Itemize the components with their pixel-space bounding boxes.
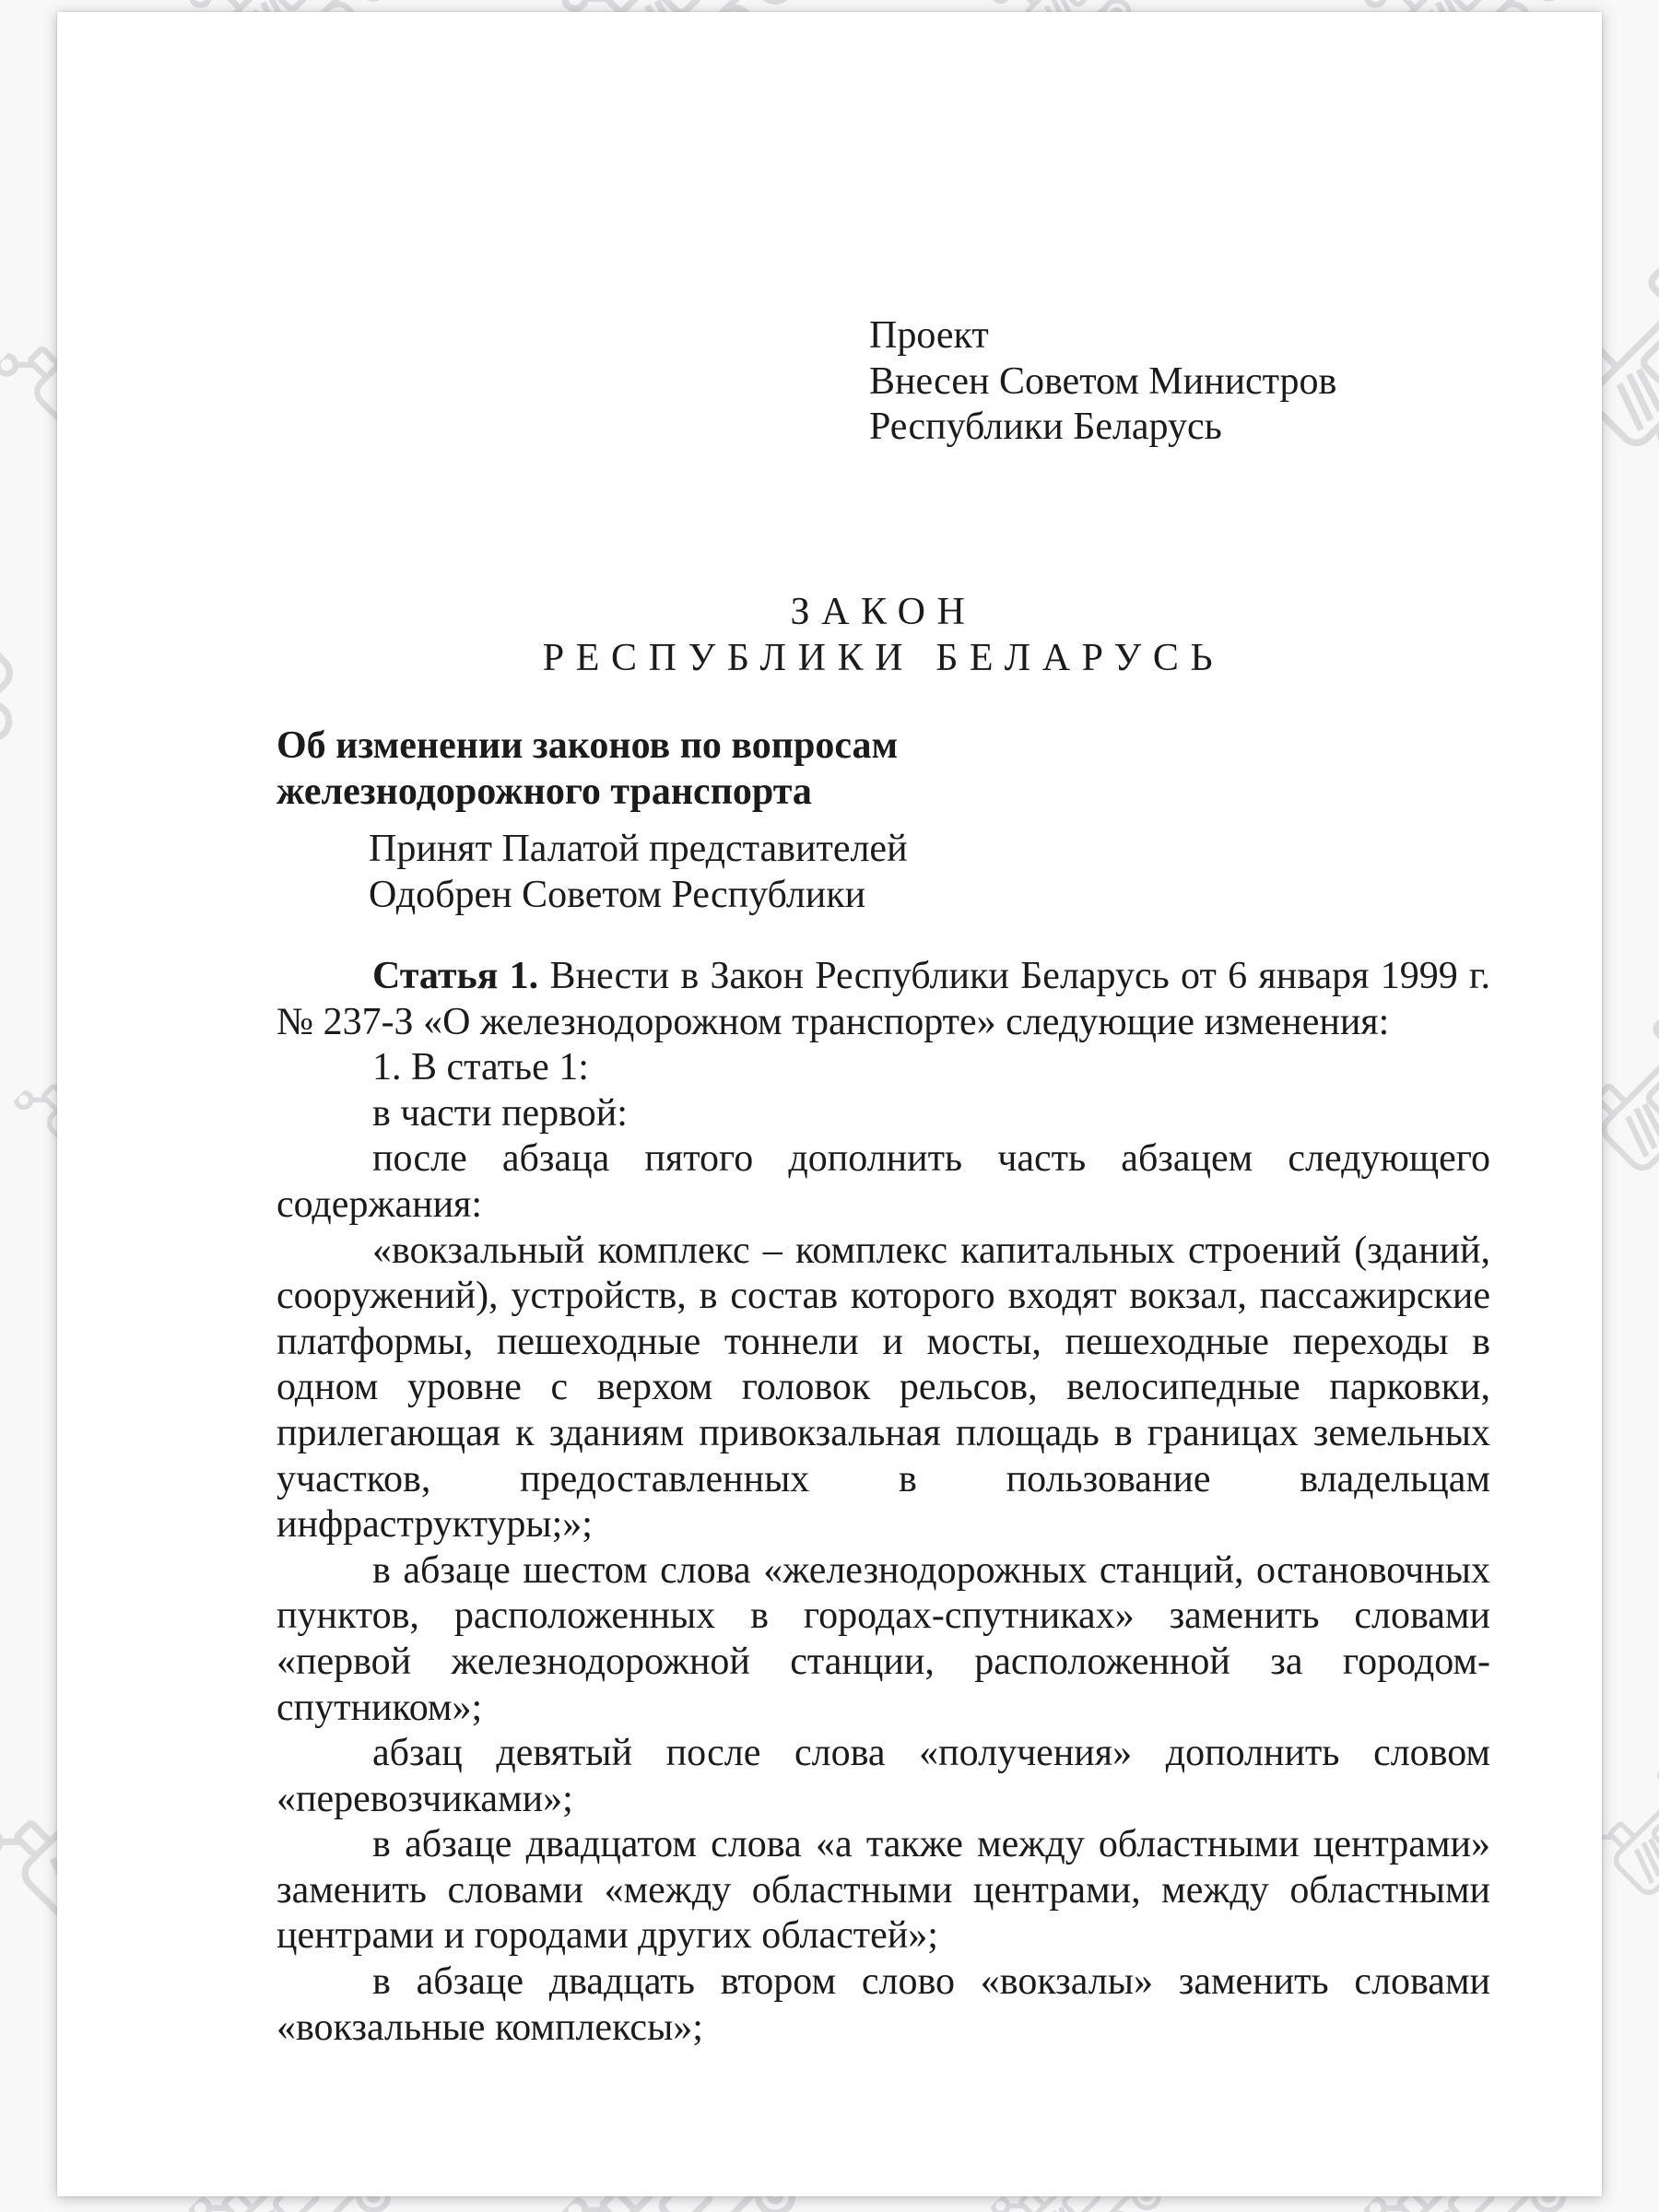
document-body [276, 954, 1490, 2051]
approved-line: Одобрен Советом Республики [369, 873, 866, 916]
draft-label: Проект [869, 314, 989, 357]
train-icon [0, 2088, 23, 2212]
page-content [276, 12, 1490, 2196]
paragraph-item: 1. В статье 1: [372, 1046, 589, 1089]
document-title-line1: Об изменении законов по вопросам [276, 724, 899, 767]
paragraph-abzac-9: абзац девятый после слова «получения» дополнить словом «перевозчиками»; [276, 1732, 1490, 1820]
article-1-paragraph [276, 954, 1490, 1045]
adopted-line: Принят Палатой представителей [369, 828, 908, 870]
paragraph-abzac-22: в абзаце двадцать втором слово «вокзалы» заменить словами «вокзальные комплексы»; [276, 1960, 1490, 2049]
article-1-lead: Статья 1. [372, 955, 539, 997]
submitted-by-line2: Республики Беларусь [869, 406, 1222, 449]
train-icon [0, 574, 62, 864]
paragraph-after-abzac-5: после абзаца пятого дополнить часть абзацем следующего содержания: [276, 1137, 1490, 1226]
train-icon [0, 1331, 42, 1582]
paragraph-abzac-20: в абзаце двадцатом слова «а также между областными центрами» заменить словами «между областными центрами, между областными центрами и городами других областей»; [276, 1823, 1490, 1958]
draft-header-block [276, 313, 1490, 451]
paragraph-vokzalny-komplex: «вокзальный комплекс – комплекс капитальных строений (зданий, сооружений), устройств, в состав которого входят вокзал, пассажирские платформы, пешеходные тоннели и мосты, пешеходные переходы в одном уровне с верхом головок рельсов, велосипедные парковки, прилегающая к зданиям привокзальная площадь в границах земельных участков, предоставленных в пользование владельцам инфраструктуры;»; [276, 1229, 1490, 1547]
law-heading-line2: РЕСПУБЛИКИ БЕЛАРУСЬ [542, 636, 1225, 679]
law-heading [276, 590, 1490, 681]
train-icon [0, 0, 23, 88]
adoption-block [276, 827, 1490, 918]
law-heading-line1: ЗАКОН [790, 591, 977, 633]
document-title-line2: железнодорожного транспорта [276, 770, 812, 813]
paragraph-part-one: в части первой: [372, 1091, 628, 1135]
article-1-text: Внести в Закон Республики Беларусь от 6 января 1999 г. № 237-З «О железнодорожном транспорте» следующие изменения: [276, 955, 1490, 1043]
document-page [57, 12, 1602, 2196]
submitted-by-line: Внесен Советом Министров [869, 359, 1337, 403]
paragraph-abzac-6: в абзаце шестом слова «железнодорожных станций, остановочных пунктов, расположенных в городах-спутниках» заменить словами «первой железнодорожной станции, расположенной за городом-спутником»; [276, 1548, 1490, 1729]
document-title [276, 724, 1490, 815]
